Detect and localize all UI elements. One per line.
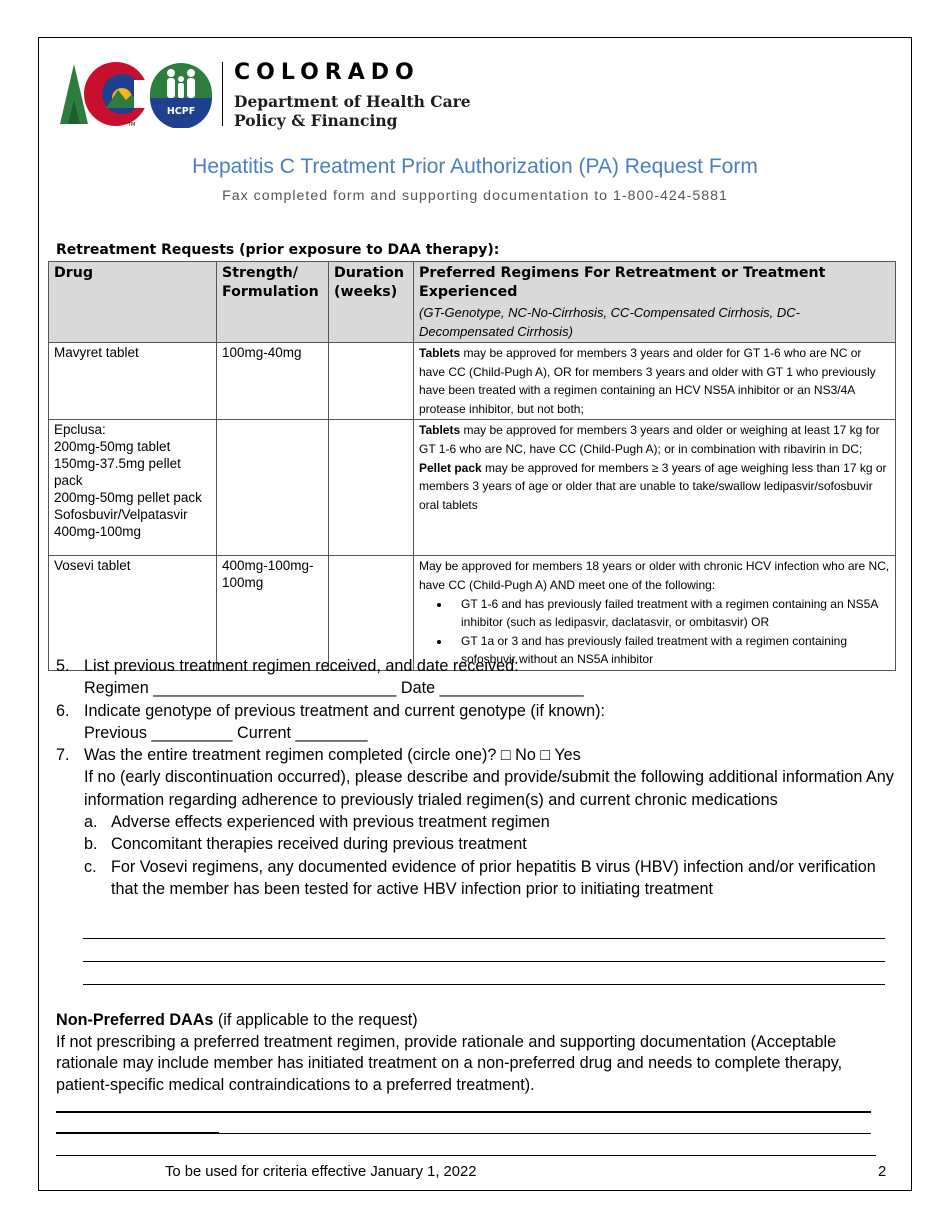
col-header-duration: Duration (weeks)	[329, 262, 414, 343]
question-number: 5.	[56, 657, 70, 675]
non-preferred-title-suffix: (if applicable to the request)	[213, 1011, 418, 1029]
duration-cell	[329, 420, 414, 556]
strength-cell: 100mg-40mg	[217, 343, 329, 420]
logo-tm-mark: TM	[128, 122, 136, 128]
non-preferred-heading	[56, 1010, 896, 1032]
non-preferred-instructions: If not prescribing a preferred treatment regimen, provide rationale and supporting documentation (Acceptable rationale may include member has initiated treatment on a non-preferred drug and needs to complete therapy, patient-specific medical contraindications to a preferred treatment).	[56, 1032, 843, 1094]
regimen-date-fields	[84, 677, 896, 699]
rationale-line-segment	[56, 1132, 219, 1134]
duration-cell	[329, 343, 414, 420]
option-yes-checkbox[interactable]: □ Yes	[540, 746, 581, 765]
drug-cell: Mavyret tablet	[49, 343, 217, 420]
criteria-bullet: • GT 1a or 3 and has previously failed treatment with a regimen containing sofosbuvir without an NS5A inhibitor	[451, 632, 890, 669]
drug-line: Sofosbuvir/Velpatasvir 400mg-100mg	[54, 507, 188, 540]
criteria-body: may be approved for members ≥ 3 years of age weighing less than 17 kg or members 3 years of age or older that are unable to take/swallow ledipasvir/sofosbuvir oral tablets	[419, 460, 887, 512]
strength-cell	[217, 420, 329, 556]
question-6	[56, 700, 896, 745]
strength-cell: 400mg-100mg-100mg	[217, 556, 329, 671]
abbreviation-note: (GT-Genotype, NC-No-Cirrhosis, CC-Compensated Cirrhosis, DC-Decompensated Cirrhosis)	[419, 305, 800, 339]
list-text: Concomitant therapies received during previous treatment	[111, 835, 527, 854]
criteria-cell	[414, 343, 896, 420]
criteria-body: may be approved for members 3 years and older or weighing at least 17 kg for GT 1-6 who are NC, have CC (Child-Pugh A); or in combination with ribavirin in DC;	[419, 423, 880, 456]
question-body	[84, 700, 896, 745]
list-item	[56, 811, 896, 833]
question-number: 7.	[56, 746, 70, 765]
table-row	[49, 420, 896, 556]
list-letter: c.	[84, 857, 97, 876]
criteria-text	[419, 421, 890, 458]
colorado-c-logo-icon	[60, 60, 156, 128]
current-genotype-label: Current	[237, 723, 291, 742]
question-text: Indicate genotype of previous treatment and current genotype (if known):	[84, 701, 606, 720]
list-letter: b.	[84, 835, 98, 854]
hcpf-family-logo-icon	[146, 60, 216, 128]
drug-line: 200mg-50mg pellet pack	[54, 490, 202, 506]
list-item	[56, 856, 896, 901]
non-preferred-section	[56, 1010, 896, 1096]
drug-cell	[49, 420, 217, 556]
criteria-cell	[414, 556, 896, 671]
drug-formulation-list	[54, 421, 211, 540]
previous-genotype-field[interactable]: _________	[151, 723, 233, 742]
question-text: List previous treatment regimen received, and date received:	[84, 657, 519, 675]
criteria-text	[419, 459, 890, 515]
duration-cell	[329, 556, 414, 671]
fax-instructions: Fax completed form and supporting documentation to 1-800-424-5881	[222, 188, 728, 204]
genotype-fields	[84, 722, 896, 744]
col-header-regimens-label: Preferred Regimens For Retreatment or Treatment Experienced	[419, 265, 826, 300]
drug-line: Epclusa:	[54, 422, 106, 438]
rationale-line[interactable]	[56, 1111, 871, 1113]
col-header-regimens	[414, 262, 896, 343]
retreatment-section-title: Retreatment Requests (prior exposure to DAA therapy):	[56, 242, 500, 258]
retreatment-table	[48, 261, 896, 671]
hcpf-badge-text: HCPF	[166, 106, 196, 117]
table-header-row	[49, 262, 896, 343]
form-title: Hepatitis C Treatment Prior Authorization (PA) Request Form	[192, 155, 758, 178]
org-department-name	[234, 92, 471, 130]
drug-cell: Vosevi tablet	[49, 556, 217, 671]
criteria-bold-label: Pellet pack	[419, 460, 482, 475]
criteria-body: may be approved for members 3 years and older for GT 1-6 who are NC or have CC (Child-Pugh A), OR for members 3 years and older with GT 1 who previously have been treated with a regimen containing an HCV NS5A inhibitor or an NS3/4A protease inhibitor, but not both;	[419, 346, 876, 416]
criteria-cell	[414, 420, 896, 556]
criteria-bold-label: Tablets	[419, 423, 461, 438]
answer-line[interactable]	[83, 938, 885, 939]
option-no-checkbox[interactable]: □ No	[500, 746, 536, 765]
additional-info-list	[56, 811, 896, 900]
table-row	[49, 343, 896, 420]
regimen-field[interactable]: ___________________________	[153, 679, 397, 698]
list-text: Adverse effects experienced with previous treatment regimen	[111, 813, 550, 832]
rationale-line[interactable]	[56, 1155, 876, 1156]
table-row	[49, 556, 896, 671]
current-genotype-field[interactable]: ________	[295, 723, 368, 742]
list-text: For Vosevi regimens, any documented evidence of prior hepatitis B virus (HBV) infection and/or verification that the member has been tested for active HBV infection prior to initiating treatment	[111, 857, 876, 898]
drug-line: 150mg-37.5mg pellet pack	[54, 456, 181, 489]
answer-line[interactable]	[83, 961, 885, 962]
criteria-bold-label: Tablets	[419, 346, 461, 360]
org-dept-line1: Department of Health Care	[234, 92, 471, 111]
question-text: Was the entire treatment regimen completed (circle one)?	[84, 746, 497, 765]
question-body	[84, 655, 896, 700]
drug-line: 200mg-50mg tablet	[54, 439, 171, 455]
date-label: Date	[400, 679, 436, 698]
question-7	[56, 744, 896, 811]
col-header-strength: Strength/ Formulation	[217, 262, 329, 343]
question-5	[56, 655, 896, 700]
discontinuation-instructions: If no (early discontinuation occurred), please describe and provide/submit the following additional information Any information regarding adherence to previously trialed regimen(s) and current chronic medications	[84, 768, 894, 809]
col-header-drug: Drug	[49, 262, 217, 343]
list-letter: a.	[84, 813, 98, 832]
previous-genotype-label: Previous	[84, 723, 147, 742]
questions-section	[56, 655, 896, 900]
org-state-name: COLORADO	[234, 60, 420, 85]
question-number: 6.	[56, 701, 70, 720]
logo-divider	[222, 62, 223, 126]
criteria-text	[419, 344, 890, 418]
header-logo	[60, 60, 480, 132]
question-text-line	[84, 744, 896, 766]
footer-effective-date: To be used for criteria effective January 1, 2022	[165, 1164, 477, 1180]
page-number: 2	[878, 1164, 887, 1180]
criteria-bullet: • GT 1-6 and has previously failed treatment with a regimen containing an NS5A inhibitor (such as ledipasvir, daclatasvir, or ombitasvir) OR	[451, 595, 890, 632]
answer-line[interactable]	[83, 984, 885, 985]
list-item	[56, 833, 896, 855]
org-dept-line2: Policy & Financing	[234, 111, 398, 130]
question-body	[84, 744, 896, 811]
criteria-text: May be approved for members 18 years or older with chronic HCV infection who are NC, have CC (Child-Pugh A) AND meet one of the following:	[419, 559, 890, 592]
date-field[interactable]: ________________	[439, 679, 584, 698]
regimen-label: Regimen	[84, 679, 149, 698]
non-preferred-title: Non-Preferred DAAs	[56, 1011, 214, 1029]
